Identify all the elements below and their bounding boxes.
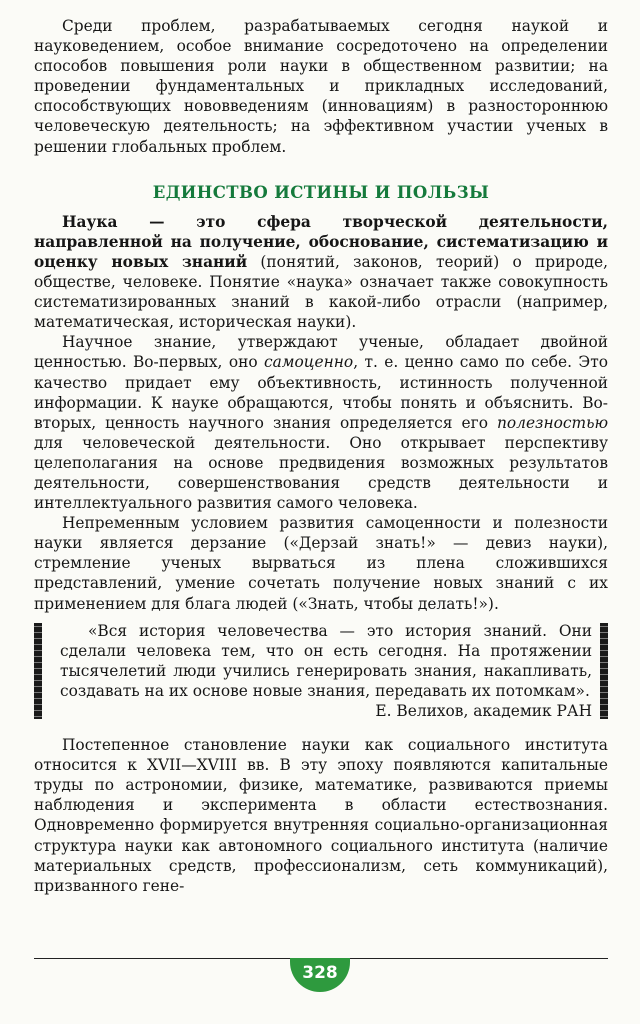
value-text-3: для человеческой деятельности. Оно открывает перспективу целеполагания на основе предвидения возможных результатов деятельности, совершенствования средств деятельности и интеллектуального развития самого человека. bbox=[34, 433, 608, 513]
value-text-2: , т. е. ценно само по себе. Это качество придает ему объективность, истинность полученной информации. К науке обращаются, чтобы понять и объяснить. Во-вторых, ценность научного знания определяется его bbox=[34, 353, 608, 432]
intro-paragraph: Среди проблем, разрабатываемых сегодня наукой и науковедением, особое внимание сосредоточено на определении способов повышения роли науки в общественном развитии; на проведении фундаментальных и прикладных исследований, способствующих нововведениям (инновациям) в разностороннюю человеческую деятельность; на эффективном участии ученых в решении глобальных проблем. bbox=[34, 17, 608, 156]
quote-bar-left bbox=[34, 623, 42, 719]
condition-paragraph: Непременным условием развития самоценности и полезности науки является дерзание («Дерзай знать!» — девиз науки), стремление ученых вырваться из плена сложившихся представлений, умение сочетать получение новых знаний с их применением для блага людей («Знать, чтобы делать!»). bbox=[34, 514, 608, 613]
quote-block bbox=[34, 621, 608, 721]
quote-text: «Вся история человечества — это история знаний. Они сделали человека тем, что он есть сегодня. На протяжении тысячелетий люди учились генерировать знания, накапливать, создавать на их основе новые знания, передавать их потомкам». bbox=[60, 621, 592, 700]
section-heading: ЕДИНСТВО ИСТИНЫ И ПОЛЬЗЫ bbox=[152, 182, 490, 202]
page-number-badge: 328 bbox=[290, 958, 350, 992]
value-paragraph bbox=[34, 332, 608, 513]
quote-author: Е. Велихов, академик РАН bbox=[375, 702, 592, 720]
value-text-1: Научное знание, утверждают ученые, обладает двойной ценностью. Во-первых, оно bbox=[34, 333, 608, 372]
definition-rest-text: (понятий, законов, теорий) о природе, обществе, человеке. Понятие «наука» означает также совокупность систематизированных знаний в какой-либо отрасли (например, математическая, историческая науки). bbox=[34, 252, 608, 332]
definition-paragraph bbox=[34, 212, 608, 333]
value-italic-1: самоценно bbox=[263, 353, 354, 372]
page-content bbox=[34, 16, 608, 896]
quote-bar-right bbox=[600, 623, 608, 719]
value-italic-2: полезностью bbox=[496, 413, 608, 432]
history-paragraph: Постепенное становление науки как социального института относится к XVII—XVIII вв. В эту эпоху появляются капитальные труды по астрономии, физике, математике, развиваются приемы наблюдения и эксперимента в области естествознания. Одновременно формируется внутренняя социально-организационная структура науки как автономного социального института (наличие материальных средств, профессионализм, сеть коммуникаций), призванного гене- bbox=[34, 736, 608, 895]
definition-bold-text: Наука — это сфера творческой деятельности, направленной на получение, обоснование, систематизацию и оценку новых знаний bbox=[34, 212, 608, 271]
